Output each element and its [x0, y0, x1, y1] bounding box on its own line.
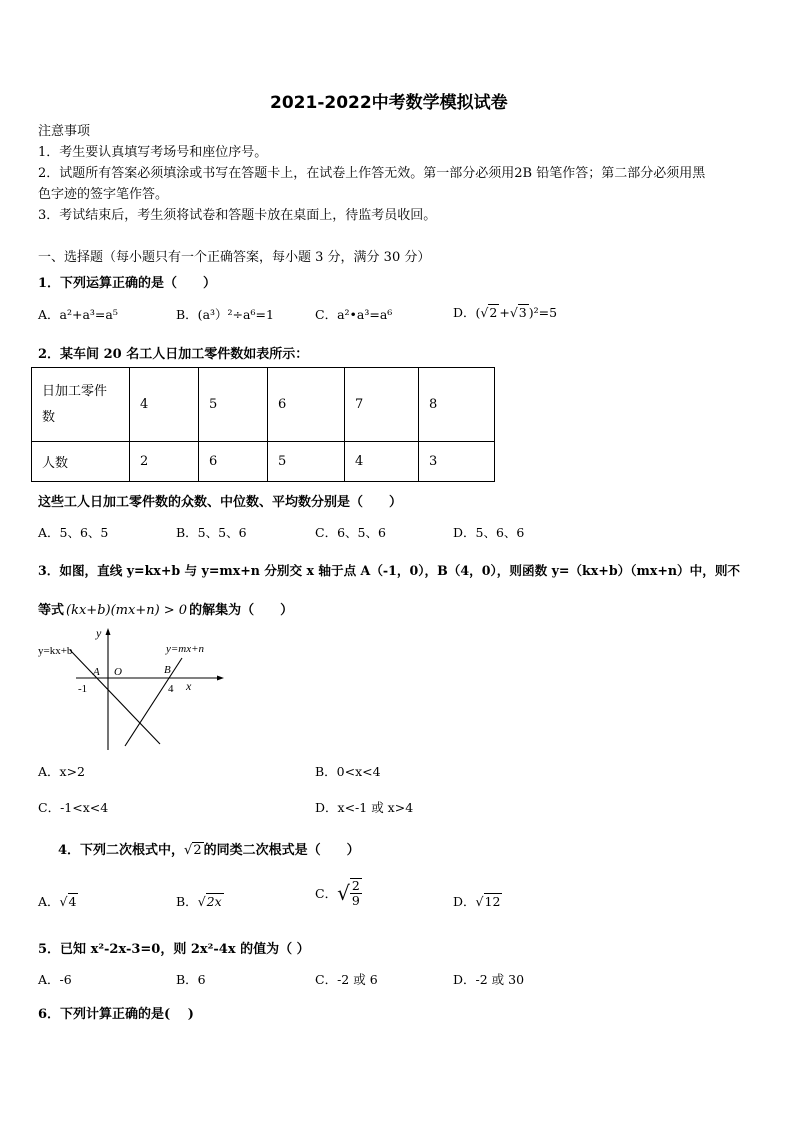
q6-stem: 6．下列计算正确的是( )	[38, 1007, 194, 1022]
q1-option-b: B．(a³）²÷a⁶=1	[176, 307, 274, 322]
radical-sign-icon: √	[184, 843, 193, 858]
table-row	[32, 368, 495, 442]
radical-sign-icon: √	[337, 881, 350, 905]
q4-stem-radicand: 2	[193, 843, 202, 858]
q4-c-numerator: 2	[351, 878, 360, 893]
q3-option-a: A．x>2	[38, 764, 86, 779]
radical-sign-icon: √	[509, 305, 518, 320]
q5-option-d: D．-2 或 30	[453, 972, 525, 987]
q1-d-prefix: D．(	[453, 305, 481, 320]
q1-d-suffix: )²=5	[528, 305, 558, 320]
line-kx-plus-b	[70, 650, 160, 744]
q3-graph	[30, 622, 230, 754]
q3-stem-line2	[38, 599, 293, 618]
line-mx-plus-n	[125, 658, 182, 746]
q4-b-label: B．	[176, 894, 198, 909]
x-axis-arrow-icon	[217, 676, 224, 681]
y-axis-arrow-icon	[106, 628, 111, 635]
tick-label-neg1: -1	[78, 683, 88, 695]
q5-option-a: A．-6	[38, 972, 72, 987]
table-row	[32, 442, 495, 482]
q4-c-denominator: 9	[351, 893, 360, 908]
q4-c-fraction	[350, 878, 362, 908]
q3-stem: 3．如图，直线 y=kx+b 与 y=mx+n 分别交 x 轴于点 A（-1，0），B（4，0），则函数 y=（kx+b）（mx+n）中，则不	[38, 563, 741, 578]
q4-stem	[58, 839, 360, 858]
origin-label: O	[114, 666, 122, 678]
point-b-label: B	[164, 664, 171, 676]
q2-option-c: C．6、5、6	[315, 525, 386, 540]
q3-option-b: B．0<x<4	[315, 764, 381, 779]
table-cell: 6	[199, 442, 268, 482]
q1-d-plus: +	[499, 305, 510, 320]
q3-stem2-prefix: 等式	[38, 603, 65, 618]
q4-b-radicand: 2x	[206, 894, 222, 909]
q4-c-label: C．	[315, 886, 338, 901]
table-cell: 8	[419, 368, 495, 442]
tick-label-4: 4	[168, 683, 174, 695]
q1-option-a: A．a²+a³=a⁵	[38, 307, 118, 322]
q4-stem-suffix: 的同类二次根式是（ ）	[203, 843, 360, 858]
line2-label: y=mx+n	[166, 643, 205, 655]
q2-data-table	[31, 367, 495, 482]
notice-item-2-line2: 色字迹的签字笔作答。	[38, 187, 169, 202]
q2-question: 这些工人日加工零件数的众数、中位数、平均数分别是（ ）	[38, 495, 403, 510]
q4-option-a	[38, 892, 78, 910]
q4-option-c	[315, 878, 362, 908]
table-cell: 7	[345, 368, 419, 442]
table-cell: 3	[419, 442, 495, 482]
q4-a-radicand: 4	[68, 894, 77, 909]
q4-option-b	[176, 892, 224, 910]
table-cell: 2	[130, 442, 199, 482]
radical-sign-icon: √	[197, 894, 206, 909]
page-title: 2021-2022中考数学模拟试卷	[270, 93, 508, 113]
q2-option-a: A．5、6、5	[38, 525, 109, 540]
table-cell: 5	[268, 442, 345, 482]
q4-stem-prefix: 4．下列二次根式中，	[58, 843, 185, 858]
notice-item-3: 3．考试结束后，考生须将试卷和答题卡放在桌面上，待监考员收回。	[38, 208, 437, 223]
table-header-cell	[32, 368, 130, 442]
x-axis-label: x	[186, 679, 192, 693]
notice-item-1: 1．考生要认真填写考场号和座位序号。	[38, 145, 268, 160]
radical-sign-icon: √	[475, 894, 484, 909]
radical-sign-icon: √	[480, 305, 489, 320]
q4-option-d	[453, 892, 502, 910]
y-axis-label: y	[96, 626, 102, 640]
row1-label-line2: 数	[42, 409, 56, 425]
table-cell: 6	[268, 368, 345, 442]
section-heading: 一、选择题（每小题只有一个正确答案，每小题 3 分，满分 30 分）	[38, 250, 431, 265]
point-a-label: A	[93, 666, 100, 678]
q1-d-radicand-1: 2	[489, 305, 498, 320]
table-cell: 5	[199, 368, 268, 442]
q2-stem: 2．某车间 20 名工人日加工零件数如表所示：	[38, 347, 309, 362]
q5-option-c: C．-2 或 6	[315, 972, 378, 987]
q5-option-b: B．6	[176, 972, 206, 987]
line1-label: y=kx+b	[38, 645, 73, 657]
q4-d-radicand: 12	[484, 894, 501, 909]
q2-option-d: D．5、6、6	[453, 525, 525, 540]
q1-option-d	[453, 303, 557, 321]
q3-stem2-suffix: 的解集为（ ）	[189, 603, 294, 618]
q3-option-c: C．-1<x<4	[38, 800, 109, 815]
q4-d-label: D．	[453, 894, 476, 909]
q1-stem: 1．下列运算正确的是（ ）	[38, 276, 217, 291]
row1-label-line1: 日加工零件	[42, 383, 108, 399]
table-header-cell: 人数	[32, 442, 130, 482]
q1-option-c: C．a²•a³=a⁶	[315, 307, 393, 322]
q3-option-d: D．x<-1 或 x>4	[315, 800, 414, 815]
q3-inequality: (kx+b)(mx+n) > 0	[66, 603, 188, 618]
radical-sign-icon: √	[59, 894, 68, 909]
table-cell: 4	[130, 368, 199, 442]
q5-stem: 5．已知 x²-2x-3=0，则 2x²-4x 的值为（ ）	[38, 942, 310, 957]
notice-item-2-line1: 2．试题所有答案必须填涂或书写在答题卡上，在试卷上作答无效。第一部分必须用2B 铅笔作答；第二部分必须用黑	[38, 166, 706, 181]
notice-heading: 注意事项	[38, 124, 91, 139]
q4-a-label: A．	[38, 894, 60, 909]
q2-option-b: B．5、5、6	[176, 525, 247, 540]
q1-d-radicand-2: 3	[518, 305, 527, 320]
table-cell: 4	[345, 442, 419, 482]
